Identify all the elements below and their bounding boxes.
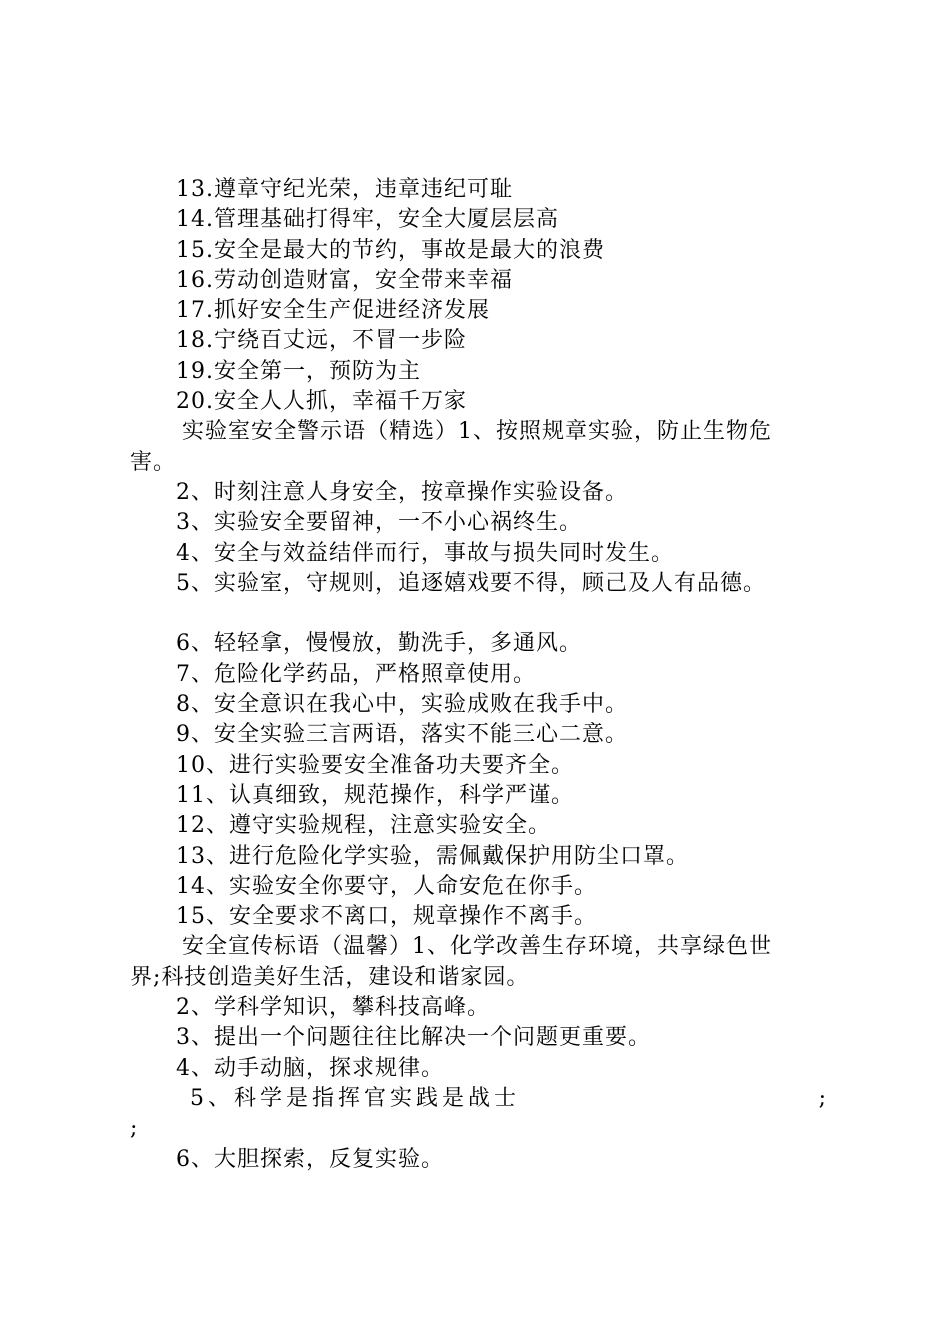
list-item: 4、安全与效益结伴而行，事故与损失同时发生。 — [176, 540, 674, 566]
list-item: 4、动手动脑，探求规律。 — [176, 1055, 444, 1081]
list-item: 5、实验室，守规则，追逐嬉戏要不得，顾己及人有品德。 — [176, 570, 766, 596]
list-item: 20.安全人人抓，幸福千万家 — [176, 389, 467, 415]
list-item: 2、学科学知识，攀科技高峰。 — [176, 995, 490, 1021]
list-item-text: 5、科学是指挥官实践是战士 — [190, 1085, 520, 1111]
list-item-justified — [130, 1084, 830, 1114]
list-item: 7、危险化学药品，严格照章使用。 — [176, 661, 536, 687]
list-item: 10、进行实验要安全准备功夫要齐全。 — [176, 752, 574, 778]
list-item: 8、安全意识在我心中，实验成败在我手中。 — [176, 692, 628, 718]
section-heading-safety-slogans: 安全宣传标语（温馨）1、化学改善生存环境，共享绿色世 — [182, 934, 772, 960]
list-item: 9、安全实验三言两语，落实不能三心二意。 — [176, 722, 628, 748]
list-item: 6、大胆探索，反复实验。 — [176, 1146, 444, 1172]
list-item: 19.安全第一，预防为主 — [176, 358, 421, 384]
section-heading-continuation: 界;科技创造美好生活，建设和谐家园。 — [130, 964, 530, 990]
list-item: 14、实验安全你要守，人命安危在你手。 — [176, 873, 597, 899]
list-item: 6、轻轻拿，慢慢放，勤洗手，多通风。 — [176, 631, 582, 657]
list-item: 15、安全要求不离口，规章操作不离手。 — [176, 904, 597, 930]
section-heading-lab-safety: 实验室安全警示语（精选）1、按照规章实验，防止生物危 — [182, 419, 772, 445]
list-item: 14.管理基础打得牢，安全大厦层层高 — [176, 207, 559, 233]
list-item: 11、认真细致，规范操作，科学严谨。 — [176, 782, 574, 808]
section-heading-continuation: 害。 — [130, 449, 177, 475]
list-item: 2、时刻注意人身安全，按章操作实验设备。 — [176, 479, 628, 505]
list-item: 17.抓好安全生产促进经济发展 — [176, 298, 490, 324]
list-item: 3、提出一个问题往往比解决一个问题更重要。 — [176, 1025, 651, 1051]
list-item: 18.宁绕百丈远，不冒一步险 — [176, 328, 467, 354]
list-item: 15.安全是最大的节约，事故是最大的浪费 — [176, 237, 605, 263]
list-item: 12、遵守实验规程，注意实验安全。 — [176, 813, 551, 839]
list-item: 13、进行危险化学实验，需佩戴保护用防尘口罩。 — [176, 843, 689, 869]
list-item: 13.遵章守纪光荣，违章违纪可耻 — [176, 177, 513, 202]
list-item-trailing-punctuation: ; — [818, 1085, 830, 1111]
document-body — [130, 175, 830, 1175]
list-item: 3、实验安全要留神，一不小心祸终生。 — [176, 510, 582, 536]
blank-line — [130, 599, 830, 629]
list-item-wrap: ; — [130, 1116, 139, 1142]
list-item: 16.劳动创造财富，安全带来幸福 — [176, 267, 513, 293]
